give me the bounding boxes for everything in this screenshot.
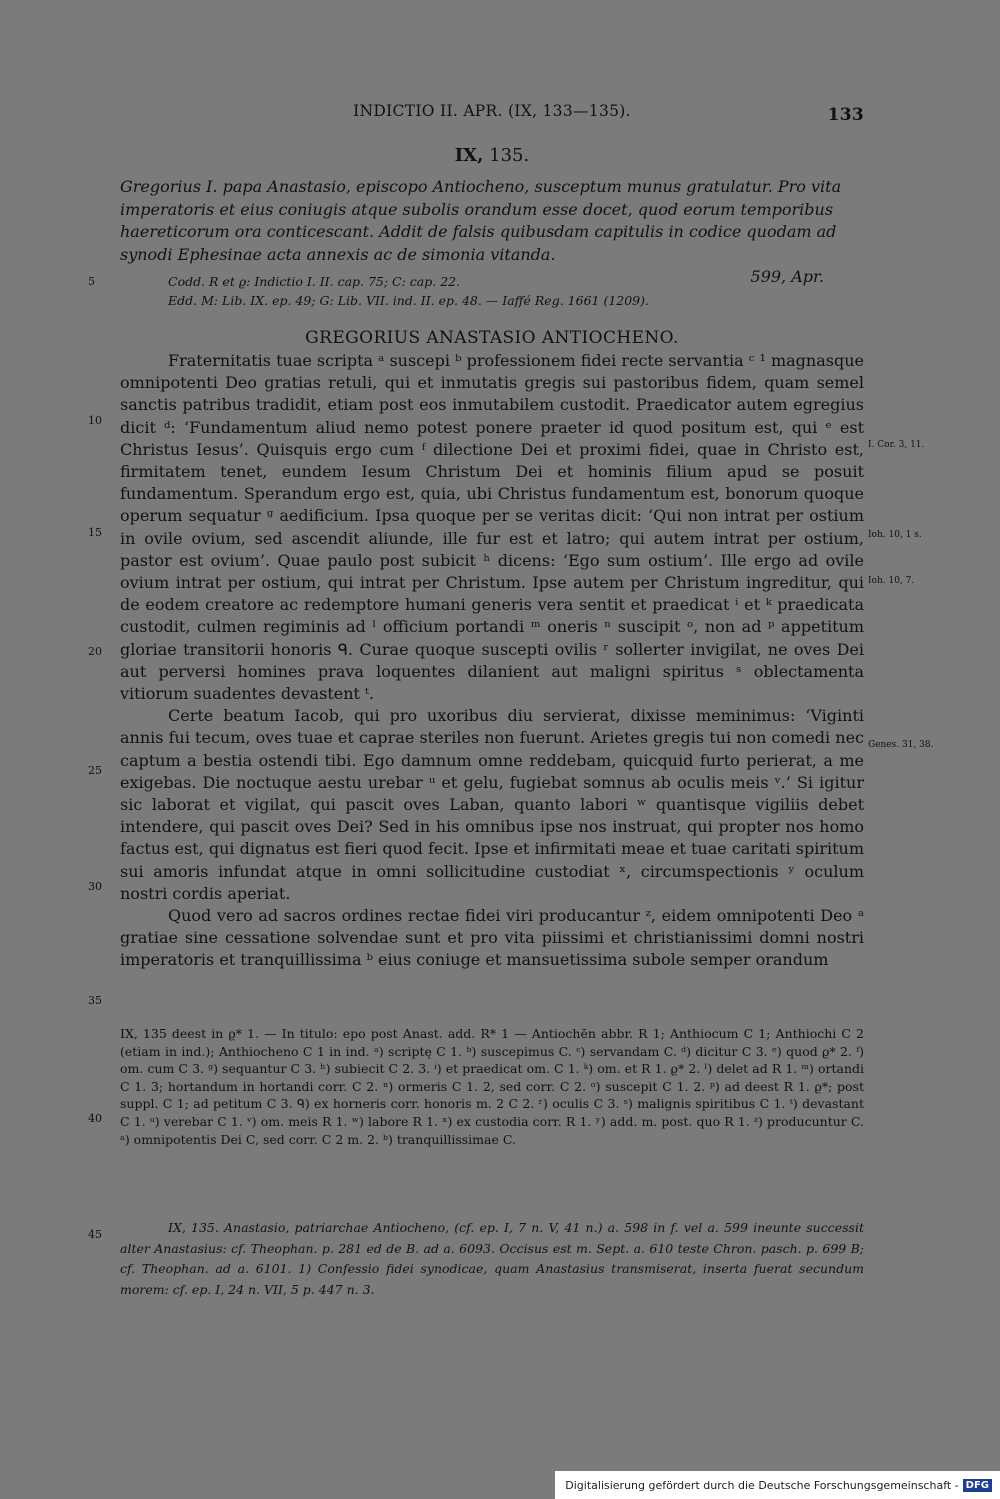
dfg-footer (555, 1471, 1000, 1499)
paragraph: Quod vero ad sacros ordines rectae fidei viri producantur ᶻ, eidem omnipotenti Deo ᵃ gratiae sine cessatione solvendae sunt et pro vita piissimi et christianissimi domni nostri imperatoris et tranquillissima ᵇ eius coniuge et mansuetissima subole semper orandum (120, 906, 864, 970)
margin-reference: Ioh. 10, 1 s. (868, 530, 922, 540)
letter-number-rest: 135. (483, 145, 530, 166)
editions-line: Edd. M: Lib. IX. ep. 49; G: Lib. VII. ind. II. ep. 48. — Iaffé Reg. 1661 (1209). (168, 293, 649, 308)
margin-reference: I. Cor. 3, 11. (868, 440, 925, 450)
letter-body (120, 350, 864, 972)
line-number: 35 (88, 994, 102, 1007)
codices-line: Codd. R et ϱ: Indictio I. II. cap. 75; C: cap. 22. (168, 274, 461, 289)
commentary-note: IX, 135. Anastasio, patriarchae Antiocheno, (cf. ep. I, 7 n. V, 41 n.) a. 598 in f. vel a. 599 ineunte successit alter Anastasius: cf. Theophan. p. 281 ed de B. ad a. 6093. Occisus est m. Sept. a. 610 teste Chron. pasch. p. 699 B; cf. Theophan. ad a. 6101. 1) Confessio fidei synodicae, quam Anastasius transmiserat, inserta fuerat secundum morem: cf. ep. I, 24 n. VII, 5 p. 447 n. 3. (120, 1220, 864, 1297)
critical-apparatus: IX, 135 deest in ϱ* 1. — In titulo: epo post Anast. add. R* 1 — Antiochēn abbr. R 1; Anthiocum C 1; Anthiochi C 2 (etiam in ind.); Anthiocheno C 1 in ind. ᵃ) scriptę C 1. ᵇ) suscepimus C. ᶜ) servandam C. ᵈ) dicitur C 3. ᵉ) quod ϱ* 2. ᶠ) om. cum C 3. ᵍ) sequantur C 3. ʰ) subiecit C 2. 3. ⁱ) et praedicat om. C 1. ᵏ) om. et R 1. ϱ* 2. ˡ) delet ad R 1. ᵐ) ortandi C 1. 3; hortandum in hortandi corr. C 2. ⁿ) ormeris C 1. 2, sed corr. C 2. ᵒ) suscepit C 1. 2. ᵖ) ad deest R 1. ϱ*; post suppl. C 1; ad petitum C 3. ᑫ) ex horneris corr. honoris m. 2 C 2. ʳ) oculis C 3. ˢ) malignis spiritibus C 1. ᵗ) devastant C 1. ᵘ) verebar C 1. ᵛ) om. meis R 1. ʷ) labore R 1. ˣ) ex custodia corr. R 1. ʸ) add. m. post. quo R 1. ᶻ) producuntur C. ᵃ) omnipotentis Dei C, sed corr. C 2 m. 2. ᵇ) tranquillissimae C. (120, 1026, 864, 1147)
summary-text: Gregorius I. papa Anastasio, episcopo Antiocheno, susceptum munus gratulatur. Pro vita imperatoris et eius coniugis atque subolis orandum esse docet, quod eorum temporibus haereticorum ora conticescant. Addit de falsis quibusdam capitulis in codice quodam ad synodi Ephesinae acta annexis ac de simonia vitanda. (120, 177, 842, 264)
paragraph: Certe beatum Iacob, qui pro uxoribus diu servierat, dixisse meminimus: ‘Viginti annis fui tecum, oves tuae et caprae steriles non fuerunt. Arietes gregis tui non comedi nec captum a bestia ostendi tibi. Ego damnum omne reddebam, quicquid furto perierat, a me exigebas. Die noctuque aestu urebar ᵘ et gelu, fugiebat somnus ab oculis meis ᵛ.’ Si igitur sic laborat et vigilat, qui pascit oves Laban, quanto labori ʷ quantisque vigiliis debet intendere, qui pascit oves Dei? Sed in his omnibus ipse nos instruat, qui propter nos homo factus est, qui dignatus est fieri quod fecit. Ipse et infirmitati meae et tuae caritati spiritum sui amoris infundat atque in omni sollicitudine custodiat ˣ, circumspectionis ʸ oculum nostri cordis aperiat. (120, 706, 864, 903)
letter-address: GREGORIUS ANASTASIO ANTIOCHENO. (305, 328, 679, 348)
line-number: 45 (88, 1228, 102, 1241)
line-number: 25 (88, 764, 102, 777)
margin-reference: Ioh. 10, 7. (868, 576, 915, 586)
paragraph: Fraternitatis tuae scripta ᵃ suscepi ᵇ professionem fidei recte servantia ᶜ ¹ magnasque omnipotenti Deo gratias retuli, qui et inmutatis gregis sui pastoribus fidem, quam semel sanctis patribus tradidit, etiam post eos inmutabilem custodit. Praedicator autem egregius dicit ᵈ: ‘Fundamentum aliud nemo potest ponere praeter id quod positum est, qui ᵉ est Christus Iesus’. Quisquis ergo cum ᶠ dilectione Dei et proximi fidei, quae in Christo est, firmitatem tenet, eundem Iesum Christum Dei et hominis filium apud se posuit fundamentum. Sperandum ergo est, quia, ubi Christus fundamentum est, bonorum quoque operum sequatur ᵍ aedificium. Ipsa quoque per se veritas dicit: ‘Qui non intrat per ostium in ovile ovium, sed ascendit aliunde, ille fur est et latro; qui autem intrat per ostium, pastor est ovium’. Quae paulo post subicit ʰ dicens: ‘Ego sum ostium’. Ille ergo ad ovile ovium intrat per ostium, qui intrat per Christum. Ipse autem per Christum ingreditur, qui de eodem creatore ac redemptore humani generis vera sentit et praedicat ⁱ et ᵏ praedicata custodit, culmen regiminis ad ˡ officium portandi ᵐ oneris ⁿ suscipit ᵒ, non ad ᵖ appetitum gloriae transitorii honoris ᑫ. Curae quoque suscepti ovilis ʳ sollerter invigilat, ne oves Dei aut perversi homines prava loquentes dilanient aut maligni spiritus ˢ oblectamenta vitiorum suadentes devastent ᵗ. (120, 351, 864, 704)
line-number: 20 (88, 645, 102, 658)
line-number: 40 (88, 1112, 102, 1125)
letter-number-bold: IX, (454, 145, 484, 166)
line-number: 15 (88, 526, 102, 539)
line-number: 30 (88, 880, 102, 893)
letter-number (120, 145, 864, 166)
line-number: 5 (88, 275, 95, 288)
line-number: 10 (88, 414, 102, 427)
margin-reference: Genes. 31, 38. (868, 740, 934, 750)
footer-text: Digitalisierung gefördert durch die Deutsche Forschungsgemeinschaft - (565, 1478, 959, 1492)
page-number: 133 (827, 105, 864, 125)
dfg-logo: DFG (963, 1479, 992, 1492)
letter-date: 599, Apr. (750, 267, 824, 286)
manuscript-sigla (168, 272, 868, 310)
running-head-title: INDICTIO II. APR. (IX, 133—135). (353, 102, 631, 120)
